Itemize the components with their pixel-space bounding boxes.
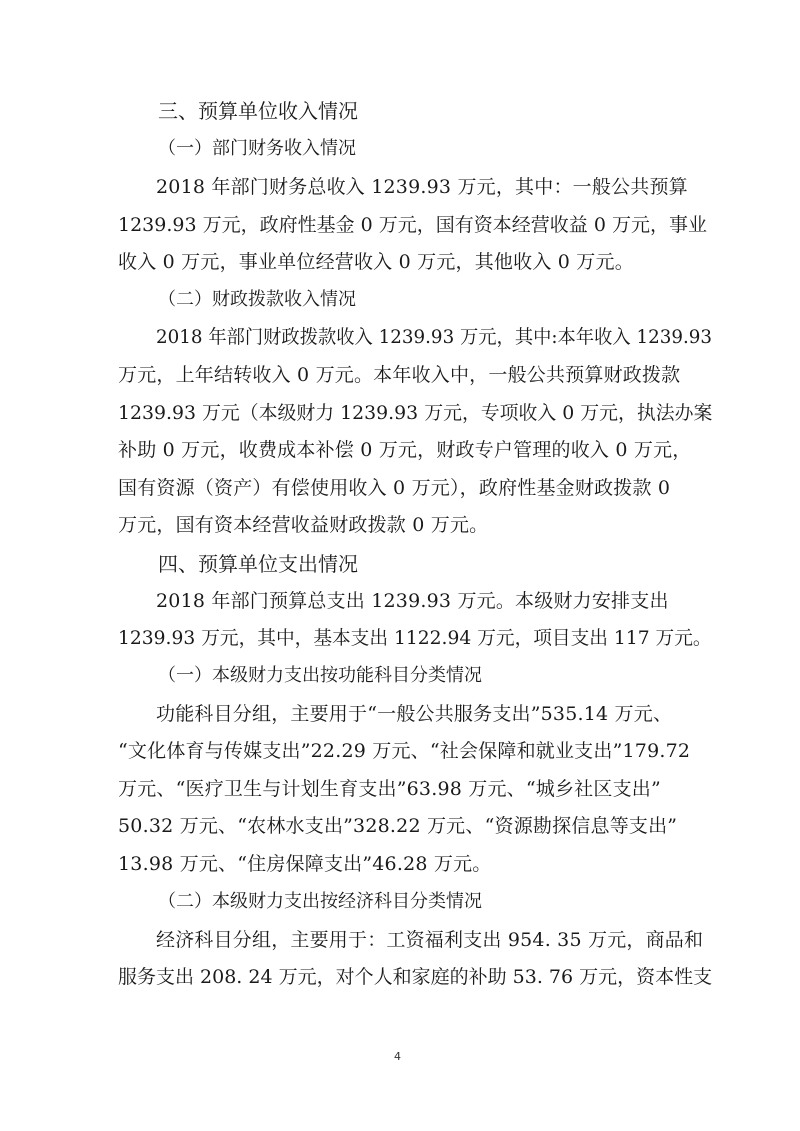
paragraph-line: 2018 年部门财务总收入 1239.93 万元，其中：一般公共预算 — [156, 176, 688, 198]
subsection-title-economic: （二）本级财力支出按经济科目分类情况 — [158, 891, 482, 912]
subsection-title-fiscal-income: （二）财政拨款收入情况 — [158, 289, 356, 310]
paragraph-line: 功能科目分组，主要用于“一般公共服务支出”535.14 万元、 — [156, 703, 673, 725]
paragraph-line: 万元，国有资本经营收益财政拨款 0 万元。 — [118, 514, 489, 536]
paragraph-line: 补助 0 万元，收费成本补偿 0 万元，财政专户管理的收入 0 万元， — [118, 439, 692, 461]
paragraph-line: “文化体育与传媒支出”22.29 万元、“社会保障和就业支出”179.72 — [118, 740, 691, 762]
section-heading-income: 三、预算单位收入情况 — [158, 99, 358, 123]
paragraph-line: 万元，上年结转收入 0 万元。本年收入中，一般公共预算财政拨款 — [118, 364, 681, 386]
paragraph-line: 50.32 万元、“农林水支出”328.22 万元、“资源勘探信息等支出” — [118, 815, 678, 837]
paragraph-line: 收入 0 万元，事业单位经营收入 0 万元，其他收入 0 万元。 — [118, 251, 634, 273]
subsection-title-functional: （一）本级财力支出按功能科目分类情况 — [158, 665, 482, 686]
section-heading-expenditure: 四、预算单位支出情况 — [158, 552, 358, 576]
page-number: 4 — [394, 1050, 401, 1063]
paragraph-line: 万元、“医疗卫生与计划生育支出”63.98 万元、“城乡社区支出” — [118, 778, 661, 800]
paragraph-line: 经济科目分组，主要用于：工资福利支出 954. 35 万元，商品和 — [156, 929, 704, 951]
paragraph-line: 服务支出 208. 24 万元，对个人和家庭的补助 53. 76 万元，资本性支 — [118, 966, 713, 988]
paragraph-line: 2018 年部门财政拨款收入 1239.93 万元，其中:本年收入 1239.93 — [156, 326, 713, 348]
subsection-title-dept-income: （一）部门财务收入情况 — [158, 138, 356, 159]
paragraph-line: 1239.93 万元，其中，基本支出 1122.94 万元，项目支出 117 万元。 — [118, 627, 712, 649]
paragraph-line: 1239.93 万元，政府性基金 0 万元，国有资本经营收益 0 万元，事业 — [118, 214, 707, 236]
paragraph-line: 2018 年部门预算总支出 1239.93 万元。本级财力安排支出 — [156, 590, 669, 612]
paragraph-line: 1239.93 万元（本级财力 1239.93 万元，专项收入 0 万元，执法办案 — [118, 402, 713, 424]
paragraph-line: 13.98 万元、“住房保障支出”46.28 万元。 — [118, 853, 492, 875]
paragraph-line: 国有资源（资产）有偿使用收入 0 万元），政府性基金财政拨款 0 — [118, 477, 671, 499]
